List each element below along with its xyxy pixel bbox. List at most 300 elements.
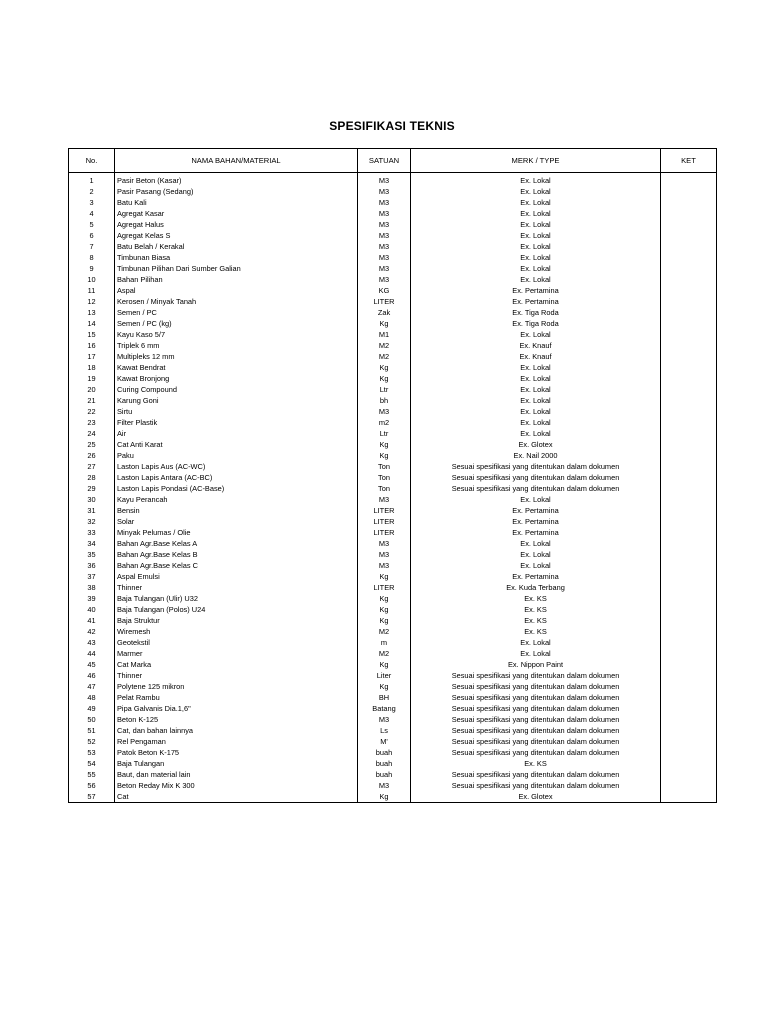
cell-brand-type: Sesuai spesifikasi yang ditentukan dalam dokumen	[411, 714, 661, 725]
cell-brand-type: Ex. KS	[411, 626, 661, 637]
table-row	[69, 252, 717, 263]
cell-material-name: Thinner	[115, 582, 358, 593]
cell-unit: Kg	[358, 593, 411, 604]
cell-brand-type: Ex. Lokal	[411, 494, 661, 505]
cell-brand-type: Sesuai spesifikasi yang ditentukan dalam dokumen	[411, 747, 661, 758]
cell-no: 33	[69, 527, 115, 538]
cell-unit: M3	[358, 274, 411, 285]
cell-brand-type: Ex. Lokal	[411, 208, 661, 219]
cell-material-name: Agregat Kelas S	[115, 230, 358, 241]
table-row	[69, 703, 717, 714]
cell-ket	[661, 274, 717, 285]
cell-unit: M1	[358, 329, 411, 340]
cell-unit: M3	[358, 186, 411, 197]
table-row	[69, 780, 717, 791]
cell-brand-type: Ex. Lokal	[411, 549, 661, 560]
cell-ket	[661, 461, 717, 472]
table-row	[69, 582, 717, 593]
cell-unit: M3	[358, 538, 411, 549]
cell-ket	[661, 208, 717, 219]
cell-no: 27	[69, 461, 115, 472]
cell-no: 40	[69, 604, 115, 615]
cell-material-name: Multipleks 12 mm	[115, 351, 358, 362]
cell-material-name: Baja Struktur	[115, 615, 358, 626]
cell-brand-type: Ex. Lokal	[411, 637, 661, 648]
cell-no: 18	[69, 362, 115, 373]
cell-ket	[661, 516, 717, 527]
cell-ket	[661, 417, 717, 428]
table-body	[69, 173, 717, 803]
cell-unit: Kg	[358, 373, 411, 384]
table-row	[69, 560, 717, 571]
cell-material-name: Triplek 6 mm	[115, 340, 358, 351]
cell-ket	[661, 439, 717, 450]
cell-unit: m	[358, 637, 411, 648]
cell-ket	[661, 186, 717, 197]
table-row	[69, 296, 717, 307]
cell-brand-type: Sesuai spesifikasi yang ditentukan dalam dokumen	[411, 736, 661, 747]
cell-no: 56	[69, 780, 115, 791]
cell-brand-type: Ex. Nail 2000	[411, 450, 661, 461]
column-header-no: No.	[69, 149, 115, 173]
cell-brand-type: Ex. Pertamina	[411, 527, 661, 538]
cell-unit: Kg	[358, 318, 411, 329]
cell-ket	[661, 571, 717, 582]
cell-material-name: Agregat Halus	[115, 219, 358, 230]
cell-brand-type: Ex. Lokal	[411, 173, 661, 187]
cell-brand-type: Ex. KS	[411, 758, 661, 769]
cell-brand-type: Ex. Lokal	[411, 384, 661, 395]
cell-material-name: Bensin	[115, 505, 358, 516]
cell-brand-type: Ex. Lokal	[411, 263, 661, 274]
table-row	[69, 285, 717, 296]
cell-no: 10	[69, 274, 115, 285]
cell-ket	[661, 593, 717, 604]
cell-unit: Kg	[358, 659, 411, 670]
cell-unit: Ls	[358, 725, 411, 736]
cell-no: 1	[69, 173, 115, 187]
cell-brand-type: Ex. Lokal	[411, 197, 661, 208]
cell-no: 45	[69, 659, 115, 670]
cell-brand-type: Sesuai spesifikasi yang ditentukan dalam dokumen	[411, 692, 661, 703]
cell-no: 30	[69, 494, 115, 505]
table-row	[69, 263, 717, 274]
cell-no: 37	[69, 571, 115, 582]
cell-ket	[661, 505, 717, 516]
cell-ket	[661, 791, 717, 803]
cell-no: 43	[69, 637, 115, 648]
cell-no: 49	[69, 703, 115, 714]
cell-brand-type: Ex. Lokal	[411, 417, 661, 428]
table-row	[69, 208, 717, 219]
cell-ket	[661, 747, 717, 758]
cell-no: 44	[69, 648, 115, 659]
table-row	[69, 593, 717, 604]
cell-unit: M2	[358, 648, 411, 659]
cell-unit: M3	[358, 219, 411, 230]
cell-material-name: Paku	[115, 450, 358, 461]
cell-unit: M3	[358, 560, 411, 571]
cell-ket	[661, 681, 717, 692]
cell-brand-type: Sesuai spesifikasi yang ditentukan dalam dokumen	[411, 769, 661, 780]
cell-ket	[661, 758, 717, 769]
cell-ket	[661, 351, 717, 362]
cell-material-name: Beton Reday Mix K 300	[115, 780, 358, 791]
cell-material-name: Pasir Beton (Kasar)	[115, 173, 358, 187]
cell-material-name: Curing Compound	[115, 384, 358, 395]
table-row	[69, 736, 717, 747]
table-row	[69, 670, 717, 681]
cell-material-name: Thinner	[115, 670, 358, 681]
cell-no: 51	[69, 725, 115, 736]
cell-no: 2	[69, 186, 115, 197]
cell-no: 57	[69, 791, 115, 803]
cell-no: 24	[69, 428, 115, 439]
table-row	[69, 428, 717, 439]
cell-no: 16	[69, 340, 115, 351]
cell-unit: M3	[358, 197, 411, 208]
cell-ket	[661, 714, 717, 725]
cell-no: 6	[69, 230, 115, 241]
cell-ket	[661, 252, 717, 263]
cell-unit: M3	[358, 714, 411, 725]
cell-ket	[661, 296, 717, 307]
cell-brand-type: Ex. Pertamina	[411, 516, 661, 527]
cell-unit: Kg	[358, 604, 411, 615]
cell-material-name: Kayu Kaso 5/7	[115, 329, 358, 340]
table-row	[69, 307, 717, 318]
table-row	[69, 527, 717, 538]
cell-material-name: Solar	[115, 516, 358, 527]
cell-unit: Ton	[358, 461, 411, 472]
cell-ket	[661, 373, 717, 384]
cell-brand-type: Sesuai spesifikasi yang ditentukan dalam dokumen	[411, 780, 661, 791]
cell-brand-type: Ex. Tiga Roda	[411, 307, 661, 318]
cell-no: 14	[69, 318, 115, 329]
cell-material-name: Agregat Kasar	[115, 208, 358, 219]
table-row	[69, 340, 717, 351]
cell-unit: Ton	[358, 472, 411, 483]
cell-no: 29	[69, 483, 115, 494]
cell-no: 26	[69, 450, 115, 461]
cell-unit: Kg	[358, 362, 411, 373]
cell-material-name: Kerosen / Minyak Tanah	[115, 296, 358, 307]
table-row	[69, 747, 717, 758]
cell-brand-type: Ex. Lokal	[411, 252, 661, 263]
cell-no: 22	[69, 406, 115, 417]
cell-unit: M2	[358, 351, 411, 362]
cell-material-name: Marmer	[115, 648, 358, 659]
cell-ket	[661, 670, 717, 681]
cell-no: 55	[69, 769, 115, 780]
cell-material-name: Aspal Emulsi	[115, 571, 358, 582]
cell-ket	[661, 769, 717, 780]
cell-material-name: Pipa Galvanis Dia.1,6"	[115, 703, 358, 714]
table-row	[69, 483, 717, 494]
cell-ket	[661, 637, 717, 648]
cell-material-name: Air	[115, 428, 358, 439]
table-row	[69, 439, 717, 450]
cell-material-name: Batu Belah / Kerakal	[115, 241, 358, 252]
cell-material-name: Aspal	[115, 285, 358, 296]
cell-ket	[661, 604, 717, 615]
cell-brand-type: Ex. Glotex	[411, 791, 661, 803]
cell-brand-type: Ex. Pertamina	[411, 571, 661, 582]
cell-no: 11	[69, 285, 115, 296]
table-row	[69, 615, 717, 626]
cell-brand-type: Ex. Lokal	[411, 241, 661, 252]
cell-unit: m2	[358, 417, 411, 428]
cell-material-name: Kawat Bendrat	[115, 362, 358, 373]
cell-no: 53	[69, 747, 115, 758]
specification-table	[68, 148, 717, 803]
cell-ket	[661, 197, 717, 208]
cell-no: 50	[69, 714, 115, 725]
cell-brand-type: Ex. Pertamina	[411, 285, 661, 296]
column-header-ket: KET	[661, 149, 717, 173]
cell-unit: Batang	[358, 703, 411, 714]
cell-brand-type: Ex. Lokal	[411, 186, 661, 197]
cell-ket	[661, 659, 717, 670]
cell-ket	[661, 560, 717, 571]
cell-ket	[661, 219, 717, 230]
cell-brand-type: Ex. Pertamina	[411, 296, 661, 307]
cell-ket	[661, 173, 717, 187]
cell-ket	[661, 527, 717, 538]
cell-unit: M2	[358, 340, 411, 351]
cell-unit: KG	[358, 285, 411, 296]
cell-unit: Kg	[358, 439, 411, 450]
cell-material-name: Semen / PC	[115, 307, 358, 318]
cell-brand-type: Sesuai spesifikasi yang ditentukan dalam dokumen	[411, 472, 661, 483]
cell-material-name: Wiremesh	[115, 626, 358, 637]
cell-unit: Ltr	[358, 428, 411, 439]
cell-ket	[661, 736, 717, 747]
table-row	[69, 648, 717, 659]
cell-ket	[661, 450, 717, 461]
cell-ket	[661, 329, 717, 340]
cell-ket	[661, 582, 717, 593]
table-row	[69, 725, 717, 736]
cell-no: 5	[69, 219, 115, 230]
page-title: SPESIFIKASI TEKNIS	[329, 119, 455, 133]
cell-unit: M3	[358, 252, 411, 263]
table-row	[69, 791, 717, 803]
cell-no: 12	[69, 296, 115, 307]
cell-brand-type: Sesuai spesifikasi yang ditentukan dalam dokumen	[411, 725, 661, 736]
cell-material-name: Laston Lapis Antara (AC-BC)	[115, 472, 358, 483]
cell-ket	[661, 395, 717, 406]
cell-material-name: Bahan Pilihan	[115, 274, 358, 285]
cell-material-name: Bahan Agr.Base Kelas B	[115, 549, 358, 560]
cell-unit: M3	[358, 780, 411, 791]
cell-unit: Ltr	[358, 384, 411, 395]
cell-brand-type: Sesuai spesifikasi yang ditentukan dalam dokumen	[411, 483, 661, 494]
cell-material-name: Cat Marka	[115, 659, 358, 670]
table-row	[69, 406, 717, 417]
cell-material-name: Kayu Perancah	[115, 494, 358, 505]
cell-material-name: Karung Goni	[115, 395, 358, 406]
table-row	[69, 637, 717, 648]
cell-ket	[661, 692, 717, 703]
cell-unit: LITER	[358, 582, 411, 593]
cell-brand-type: Ex. Lokal	[411, 329, 661, 340]
table-row	[69, 549, 717, 560]
cell-material-name: Semen / PC (kg)	[115, 318, 358, 329]
cell-unit: Kg	[358, 681, 411, 692]
table-row	[69, 197, 717, 208]
cell-unit: LITER	[358, 505, 411, 516]
cell-no: 9	[69, 263, 115, 274]
cell-unit: buah	[358, 747, 411, 758]
cell-material-name: Baut, dan material lain	[115, 769, 358, 780]
cell-no: 8	[69, 252, 115, 263]
table-row	[69, 505, 717, 516]
cell-no: 7	[69, 241, 115, 252]
cell-material-name: Bahan Agr.Base Kelas A	[115, 538, 358, 549]
table-row	[69, 373, 717, 384]
cell-unit: Kg	[358, 450, 411, 461]
cell-brand-type: Ex. Lokal	[411, 428, 661, 439]
cell-ket	[661, 384, 717, 395]
cell-no: 23	[69, 417, 115, 428]
cell-unit: Zak	[358, 307, 411, 318]
cell-material-name: Batu Kali	[115, 197, 358, 208]
cell-brand-type: Ex. Lokal	[411, 538, 661, 549]
cell-unit: M3	[358, 494, 411, 505]
table-row	[69, 351, 717, 362]
cell-ket	[661, 538, 717, 549]
cell-material-name: Patok Beton K-175	[115, 747, 358, 758]
cell-no: 21	[69, 395, 115, 406]
cell-material-name: Filter Plastik	[115, 417, 358, 428]
cell-ket	[661, 626, 717, 637]
cell-unit: M3	[358, 263, 411, 274]
cell-brand-type: Ex. KS	[411, 604, 661, 615]
table-row	[69, 758, 717, 769]
cell-brand-type: Ex. Nippon Paint	[411, 659, 661, 670]
table-row	[69, 604, 717, 615]
cell-material-name: Pasir Pasang (Sedang)	[115, 186, 358, 197]
cell-ket	[661, 703, 717, 714]
cell-material-name: Pelat Rambu	[115, 692, 358, 703]
cell-no: 4	[69, 208, 115, 219]
table-row	[69, 692, 717, 703]
cell-ket	[661, 428, 717, 439]
cell-no: 48	[69, 692, 115, 703]
cell-material-name: Baja Tulangan	[115, 758, 358, 769]
cell-no: 54	[69, 758, 115, 769]
cell-material-name: Geotekstil	[115, 637, 358, 648]
column-header-material-name: NAMA BAHAN/MATERIAL	[115, 149, 358, 173]
cell-no: 25	[69, 439, 115, 450]
cell-brand-type: Sesuai spesifikasi yang ditentukan dalam dokumen	[411, 681, 661, 692]
cell-no: 39	[69, 593, 115, 604]
cell-ket	[661, 494, 717, 505]
cell-unit: Kg	[358, 791, 411, 803]
cell-ket	[661, 307, 717, 318]
cell-unit: M3	[358, 208, 411, 219]
table-row	[69, 571, 717, 582]
table-header-row	[69, 149, 717, 173]
cell-unit: M3	[358, 241, 411, 252]
cell-no: 35	[69, 549, 115, 560]
cell-material-name: Baja Tulangan (Polos) U24	[115, 604, 358, 615]
cell-unit: Ton	[358, 483, 411, 494]
cell-ket	[661, 648, 717, 659]
cell-brand-type: Sesuai spesifikasi yang ditentukan dalam dokumen	[411, 670, 661, 681]
cell-no: 20	[69, 384, 115, 395]
cell-no: 38	[69, 582, 115, 593]
cell-material-name: Cat Anti Karat	[115, 439, 358, 450]
cell-no: 31	[69, 505, 115, 516]
cell-unit: M'	[358, 736, 411, 747]
cell-no: 17	[69, 351, 115, 362]
cell-material-name: Timbunan Biasa	[115, 252, 358, 263]
cell-ket	[661, 549, 717, 560]
table-row	[69, 241, 717, 252]
cell-unit: buah	[358, 758, 411, 769]
cell-unit: Liter	[358, 670, 411, 681]
cell-material-name: Baja Tulangan (Ulir) U32	[115, 593, 358, 604]
table-row	[69, 769, 717, 780]
cell-brand-type: Ex. Lokal	[411, 274, 661, 285]
cell-no: 41	[69, 615, 115, 626]
cell-material-name: Laston Lapis Pondasi (AC-Base)	[115, 483, 358, 494]
cell-no: 19	[69, 373, 115, 384]
cell-brand-type: Ex. Lokal	[411, 362, 661, 373]
cell-unit: M2	[358, 626, 411, 637]
cell-no: 36	[69, 560, 115, 571]
cell-unit: M3	[358, 549, 411, 560]
cell-material-name: Cat	[115, 791, 358, 803]
cell-ket	[661, 230, 717, 241]
cell-no: 42	[69, 626, 115, 637]
cell-no: 46	[69, 670, 115, 681]
cell-brand-type: Sesuai spesifikasi yang ditentukan dalam dokumen	[411, 461, 661, 472]
table-row	[69, 384, 717, 395]
table-row	[69, 173, 717, 187]
cell-brand-type: Ex. Tiga Roda	[411, 318, 661, 329]
cell-unit: bh	[358, 395, 411, 406]
column-header-brand-type: MERK / TYPE	[411, 149, 661, 173]
table-row	[69, 538, 717, 549]
table-row	[69, 450, 717, 461]
cell-ket	[661, 472, 717, 483]
cell-brand-type: Ex. Knauf	[411, 340, 661, 351]
cell-unit: LITER	[358, 516, 411, 527]
cell-ket	[661, 285, 717, 296]
cell-material-name: Beton K-125	[115, 714, 358, 725]
cell-material-name: Cat, dan bahan lainnya	[115, 725, 358, 736]
table-row	[69, 362, 717, 373]
cell-unit: M3	[358, 406, 411, 417]
table-row	[69, 186, 717, 197]
cell-ket	[661, 241, 717, 252]
table-row	[69, 219, 717, 230]
cell-brand-type: Ex. Pertamina	[411, 505, 661, 516]
cell-ket	[661, 725, 717, 736]
cell-ket	[661, 362, 717, 373]
cell-unit: LITER	[358, 527, 411, 538]
cell-unit: BH	[358, 692, 411, 703]
cell-brand-type: Ex. Lokal	[411, 406, 661, 417]
cell-brand-type: Ex. Lokal	[411, 395, 661, 406]
cell-material-name: Polytene 125 mikron	[115, 681, 358, 692]
cell-brand-type: Ex. Lokal	[411, 373, 661, 384]
cell-brand-type: Ex. KS	[411, 593, 661, 604]
cell-brand-type: Sesuai spesifikasi yang ditentukan dalam dokumen	[411, 703, 661, 714]
